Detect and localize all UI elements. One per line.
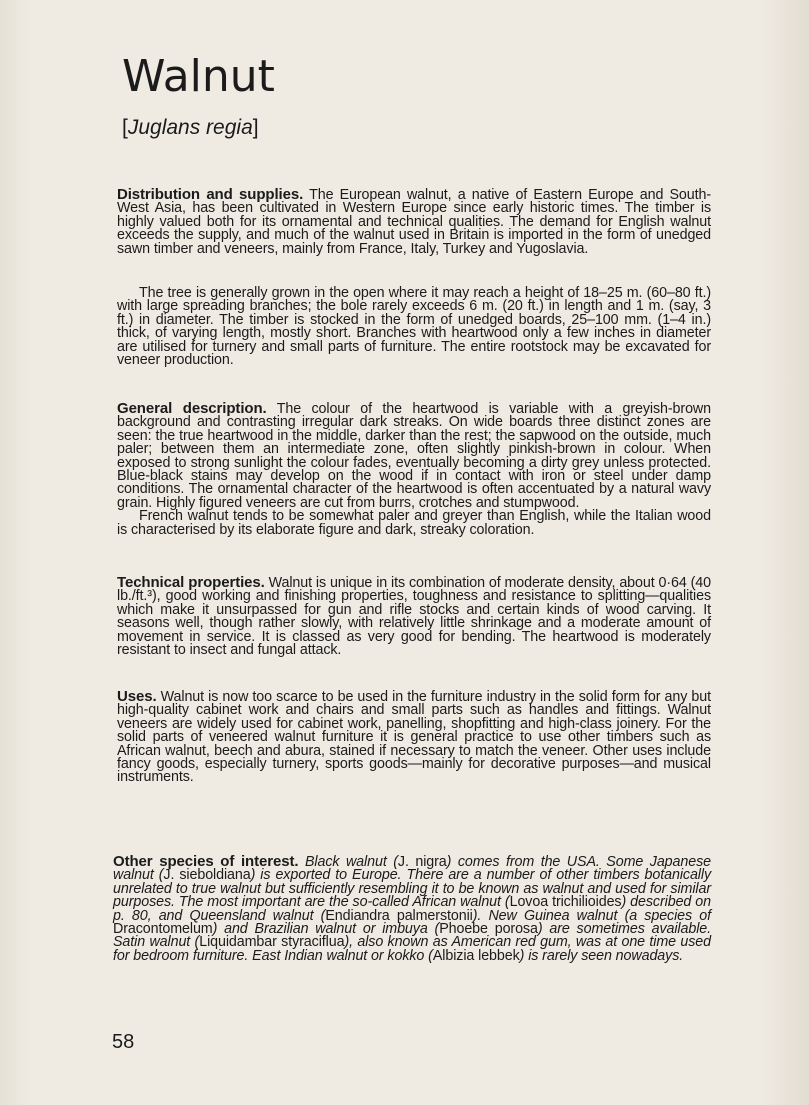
other-text-9: ) is rarely seen nowadays.	[519, 947, 684, 964]
species-name-dracontomelum: Dracontomelum	[113, 921, 213, 938]
species-name-lovoa: Lovoa trichilioides	[509, 894, 622, 911]
page-number: 58	[112, 1031, 135, 1053]
bracket-close: ]	[252, 116, 259, 139]
species-name-liquidambar: Liquidambar styraciflua	[199, 934, 345, 951]
page-title: Walnut	[122, 51, 275, 102]
bracket-open: [	[122, 116, 128, 139]
french-italian-paragraph: French walnut tends to be somewhat paler and greyer than English, while the Italian wood is characterised by its elaborate figure and dark, streaky coloration.	[117, 508, 711, 538]
species-name-albizia: Albizia lebbek	[432, 947, 520, 964]
uses-section	[117, 690, 711, 785]
species-name-phoebe: Phoebe porosa	[439, 921, 538, 938]
other-text-1: Black walnut (	[298, 854, 398, 870]
botanical-name	[122, 115, 259, 141]
botanical-name-text: Juglans regia	[127, 116, 253, 139]
other-text-8: ), also known as American red gum, was at one time used for bedroom furniture. East Indian walnut or kokko (	[113, 934, 711, 964]
other-text-4: ) described on p. 80, and Queensland walnut (	[113, 894, 711, 924]
species-name-sieboldiana: J. sieboldiana	[163, 867, 251, 884]
uses-text: Walnut is now too scarce to be used in the furniture industry in the solid form for any but high-quality cabinet work and chairs and small parts such as handles and fittings. Walnut veneers are widely used for cabinet work, panelling, shopfitting and high-class joinery. For the solid parts of veneered walnut furniture it is general practice to use other timbers such as African walnut, beech and abura, stained if necessary to match the veneer. Other uses include fancy goods, especially turnery, sports goods—mainly for decorative purposes—and musical instruments.	[117, 689, 711, 786]
general-description-text: The colour of the heartwood is variable with a greyish-brown background and contrasting irregular dark streaks. On wide boards three distinct zones are seen: the true heartwood in the middle, darker than the rest; the sapwood on the outside, much paler; between them an intermediate zone, often slightly pinkish-brown in colour. When exposed to strong sunlight the colour fades, eventually becoming a dirty grey unless protected. Blue-black stains may develop on the wood if in contact with iron or steel under damp conditions. The ornamental character of the heartwood is often accentuated by a natural wavy grain. Highly figured veneers are cut from burrs, crotches and stumpwood.	[117, 401, 711, 511]
technical-section	[117, 576, 711, 657]
general-description-heading: General description.	[117, 400, 267, 417]
technical-text: Walnut is unique in its combination of moderate density, about 0·64 (40 lb./ft.³), good working and finishing properties, toughness and resistance to splitting—qualities which make it unsurpassed for gun and rifle stocks and certain kinds of wood carving. It seasons well, though rather slowly, with relatively little shrinkage and a moderate amount of movement in service. It is classed as very good for bending. The heartwood is moderately resistant to insect and fungal attack.	[117, 575, 712, 659]
other-text-5: ). New Guinea walnut (a species of	[472, 907, 711, 924]
other-text-7: ) are sometimes available. Satin walnut (	[113, 921, 712, 951]
distribution-paragraph	[117, 188, 711, 256]
other-species-paragraph	[113, 855, 711, 963]
species-name-nigra: J. nigra	[397, 854, 447, 870]
distribution-heading: Distribution and supplies.	[117, 186, 304, 203]
growth-paragraph: The tree is generally grown in the open where it may reach a height of 18–25 m. (60–80 ft.) with large spreading branches; the bole rarely exceeds 6 m. (20 ft.) in length and 1 m. (say, 3 ft.) in diameter. The timber is stocked in the form of unedged boards, 25–100 mm. (1–4 in.) thick, of varying length, mostly short. Branches with heartwood only a few inches in diameter are utilised for turnery and small parts of furniture. The entire rootstock may be excavated for veneer production.	[117, 285, 711, 369]
other-text-2: ) comes from the USA. Some Japanese walnut (	[113, 854, 711, 884]
other-species-section	[113, 855, 711, 963]
distribution-section	[117, 188, 711, 256]
distribution-text: The European walnut, a native of Eastern Europe and South-West Asia, has been cultivated in Western Europe since early historic times. The timber is highly valued both for its ornamental and technical qualities. The demand for English walnut exceeds the supply, and much of the walnut used in Britain is imported in the form of unedged sawn timber and veneers, mainly from France, Italy, Turkey and Yugoslavia.	[117, 187, 711, 257]
other-species-heading: Other species of interest.	[113, 853, 299, 870]
species-name-endiandra: Endiandra palmerstonii	[325, 907, 473, 924]
technical-heading: Technical properties.	[117, 574, 265, 591]
general-description-paragraph	[117, 402, 711, 510]
uses-paragraph	[117, 690, 711, 785]
other-text-6: ) and Brazilian walnut or imbuya (	[212, 921, 440, 938]
uses-heading: Uses.	[117, 688, 157, 705]
growth-section	[117, 287, 711, 367]
technical-paragraph	[117, 576, 711, 657]
other-text-3: ) is exported to Europe. There are a number of other timbers botanically unrelated to true walnut but sufficiently resembling it to be known as walnut and used for similar purposes. The most important are the so-called African walnut (	[113, 867, 712, 911]
general-description-section	[117, 402, 711, 537]
